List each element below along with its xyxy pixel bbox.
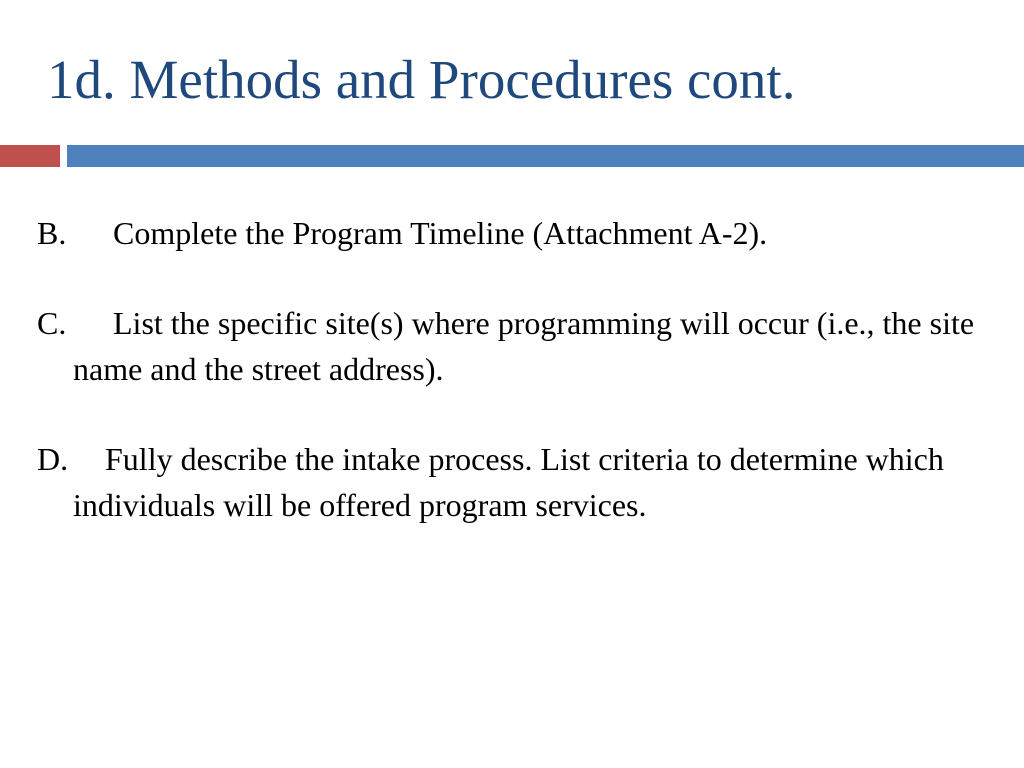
title-accent-bar-left — [0, 145, 60, 167]
list-marker-b: B. — [37, 215, 67, 251]
list-text-c: List the specific site(s) where programming will occur (i.e., the site name and the street address). — [73, 305, 975, 387]
list-item-b — [37, 210, 997, 256]
slide-title: 1d. Methods and Procedures cont. — [47, 49, 796, 110]
list-text-d: Fully describe the intake process. List criteria to determine which individuals will be offered program services. — [73, 441, 944, 523]
list-text-b: Complete the Program Timeline (Attachment A-2). — [113, 215, 768, 251]
list-item-d — [37, 436, 997, 528]
list-item-c — [37, 300, 997, 392]
content-list — [37, 210, 997, 528]
list-marker-c: C. — [37, 305, 67, 341]
title-accent-bar-right — [67, 145, 1024, 167]
list-marker-d: D. — [37, 441, 69, 477]
